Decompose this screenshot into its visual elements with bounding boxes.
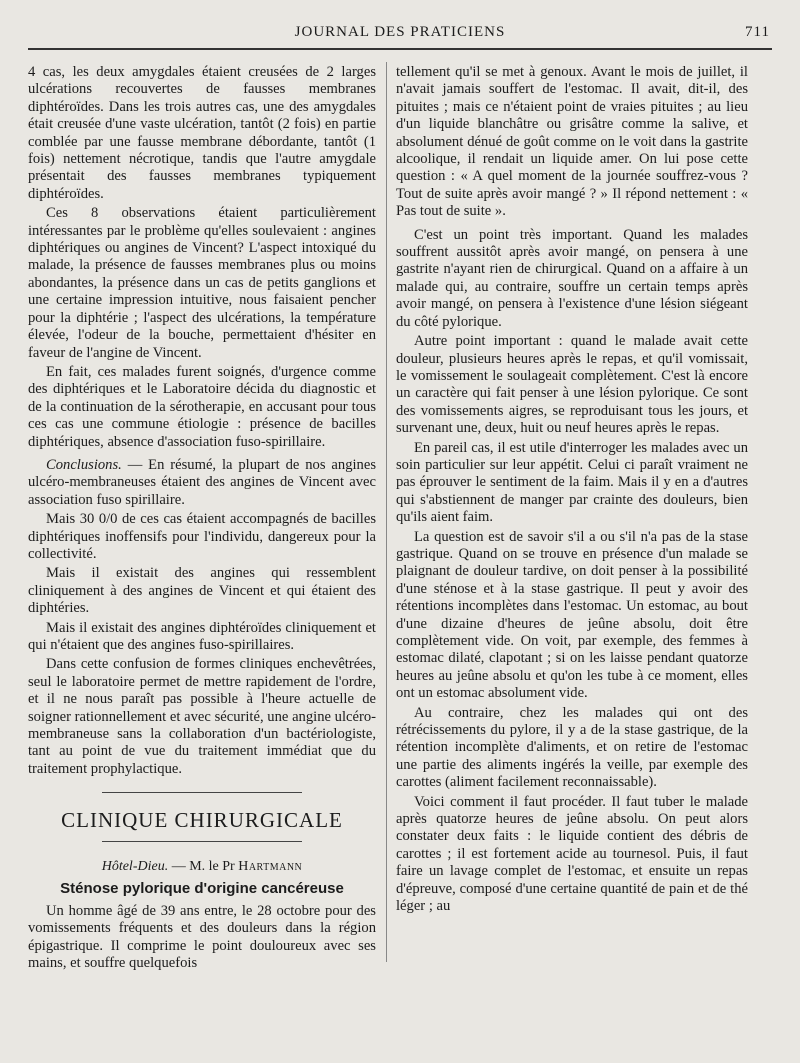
section-rule: [102, 792, 302, 793]
paragraph: Dans cette confusion de formes cliniques enchevêtrées, seul le laboratoire permet de mettre rapidement de l'ordre, et il ne nous paraît pas possible à l'heure actuelle de soigner rationnellement et avec sécurité, une angine ulcéro-membraneuse sans la collaboration d'un bactériologiste, tant au point de vue du traitement immédiat que du traitement prophylactique.: [28, 656, 376, 777]
conclusions-text: — En résumé, la plupart de nos angines ulcéro-membraneuses étaient des angines de Vincent avec association fuso spirillaire.: [28, 456, 376, 508]
paragraph: Ces 8 observations étaient particulièrement intéressantes par le problème qu'elles soulevaient : angines diphtériques ou angines de Vincent? L'aspect intoxiqué du malade, la présence de fausses membranes plus ou moins abondantes, la présence dans un cas de petits ganglions et une certaine impression intuitive, nous faisaient pencher pour la diphtérie ; l'aspect des ulcérations, la température élevée, l'odeur de la bouche, permettaient d'hésiter en faveur de l'angine de Vincent.: [28, 205, 376, 361]
paragraph: C'est un point très important. Quand les malades souffrent aussitôt après avoir mangé, on pensera à une gastrite n'ayant rien de chirurgical. Quand on a affaire à un malade qui, au contraire, souffre un certain temps après avoir mangé, on pensera à l'existence d'une lésion siégeant du côté pylorique.: [396, 226, 748, 330]
paragraph: Au contraire, chez les malades qui ont des rétrécissements du pylore, il y a de la stase gastrique, de la rétention incomplète d'aliments, et on retire de l'estomac une partie des aliments ingérés la veille, par exemple des carottes (aliment facilement reconnaissable).: [396, 704, 748, 791]
running-header: [30, 22, 770, 48]
column-divider: [386, 62, 387, 962]
paragraph: Mais 30 0/0 de ces cas étaient accompagnés de bacilles diphtériques inoffensifs pour l'individu, dangereux pour la collectivité.: [28, 511, 376, 562]
header-rule: [28, 48, 772, 50]
paragraph: Mais il existait des angines diphtéroïdes cliniquement et qui n'étaient que des angines fuso-spirillaires.: [28, 619, 376, 653]
hospital-place: Hôtel-Dieu.: [101, 859, 169, 875]
article-title: Sténose pylorique d'origine cancéreuse: [60, 879, 344, 897]
paragraph: Autre point important : quand le malade avait cette douleur, plusieurs heures après le repas, et qu'il vomissait, le vomissement le soulageait complètement. C'est là encore un caractère qui fait penser à une lésion pylorique. Ce sont des vomissements aigres, se reproduisant tous les jours, et survenant une, deux, huit ou neuf heures après le repas.: [396, 333, 748, 437]
paragraph: 4 cas, les deux amygdales étaient creusées de 2 larges ulcérations recouvertes de fausses membranes diphtéroïdes. Dans les trois autres cas, une des amygdales était creusée d'une vaste ulcération, tantôt (2 fois) en partie comblée par une fausse membrane débordante, tantôt (1 fois) nettement nécrotique, tandis que l'autre amygdale présentait des fausses membranes typiquement diphtéroïdes.: [28, 64, 376, 202]
paragraph: En pareil cas, il est utile d'interroger les malades avec un soin particulier sur leur appétit. Celui ci paraît vraiment ne pas éprouver le sentiment de la faim. Mais il y en a d'autres qui s'abstiennent de manger par crainte des douleurs, bien qu'ils aient faim.: [396, 439, 748, 526]
section-rule: [102, 841, 302, 842]
section-title: CLINIQUE CHIRURGICALE: [61, 808, 343, 833]
journal-title: JOURNAL DES PRATICIENS: [294, 24, 506, 40]
hospital-line: [28, 858, 376, 875]
paragraph: Voici comment il faut procéder. Il faut tuber le malade après quatorze heures de jeûne absolu. On peut alors constater deux faits : le liquide contient des débris de carottes ; il est fortement acide au tournesol. Puis, il faut faire un lavage complet de l'estomac, et ensuite un repas d'épreuve, composé d'une certaine quantité de pain et de thé léger ; au: [396, 793, 748, 915]
conclusions-label: Conclusions.: [46, 456, 122, 473]
hospital-prefix: — M. le Pr: [168, 859, 239, 875]
paragraph: Mais il existait des angines qui ressemblent cliniquement à des angines de Vincent et qui étaient des diphtéries.: [28, 565, 376, 617]
hospital-name: Hartmann: [238, 859, 303, 875]
paragraph: tellement qu'il se met à genoux. Avant le mois de juillet, il n'avait jamais souffert de l'estomac. Il avait, dit-il, des pituites ; mais ce n'étaient point de vraies pituites ; au lieu d'un liquide blanchâtre ou grisâtre comme la salive, et absolument dénué de goût comme on le voit dans la gastrite alcoolique, il rendait un liquide amer. On lui pose cette question : « A quel moment de la journée souffrez-vous ? Tout de suite après avoir mangé ? » Il répond nettement : « Pas tout de suite ».: [396, 64, 748, 220]
right-column: [396, 64, 748, 918]
paragraph: En fait, ces malades furent soignés, d'urgence comme des diphtériques et le Laboratoire décida du diagnostic et de la continuation de la sérotherapie, en accusant pour tous ces cas une commune étiologie : présence de bacilles diphtériques, absence d'association fuso-spirillaire.: [28, 363, 376, 450]
conclusions-paragraph: [28, 457, 376, 509]
left-column: [28, 64, 376, 975]
page-number: 711: [745, 24, 770, 40]
paragraph: Un homme âgé de 39 ans entre, le 28 octobre pour des vomissements fréquents et des douleurs dans la région épigastrique. Il comprime le point douloureux avec ses mains, et souffre quelquefois: [28, 903, 376, 972]
paragraph: La question est de savoir s'il a ou s'il n'a pas de la stase gastrique. Quand on se trouve en présence d'un malade se plaignant de douleur tardive, on doit penser à la possibilité d'une sténose et à la stase gastrique. Il peut y avoir des rétentions incomplètes dans l'estomac. Un estomac, au bout d'une dizaine d'heures de jeûne absolu, doit être complètement vide. On voit, par exemple, des femmes à estomac dilaté, clapotant ; si on les laisse pendant quatorze heures au jeûne absolu et qu'on les tube à ce moment, elles ont un estomac absolument vide.: [396, 528, 748, 702]
